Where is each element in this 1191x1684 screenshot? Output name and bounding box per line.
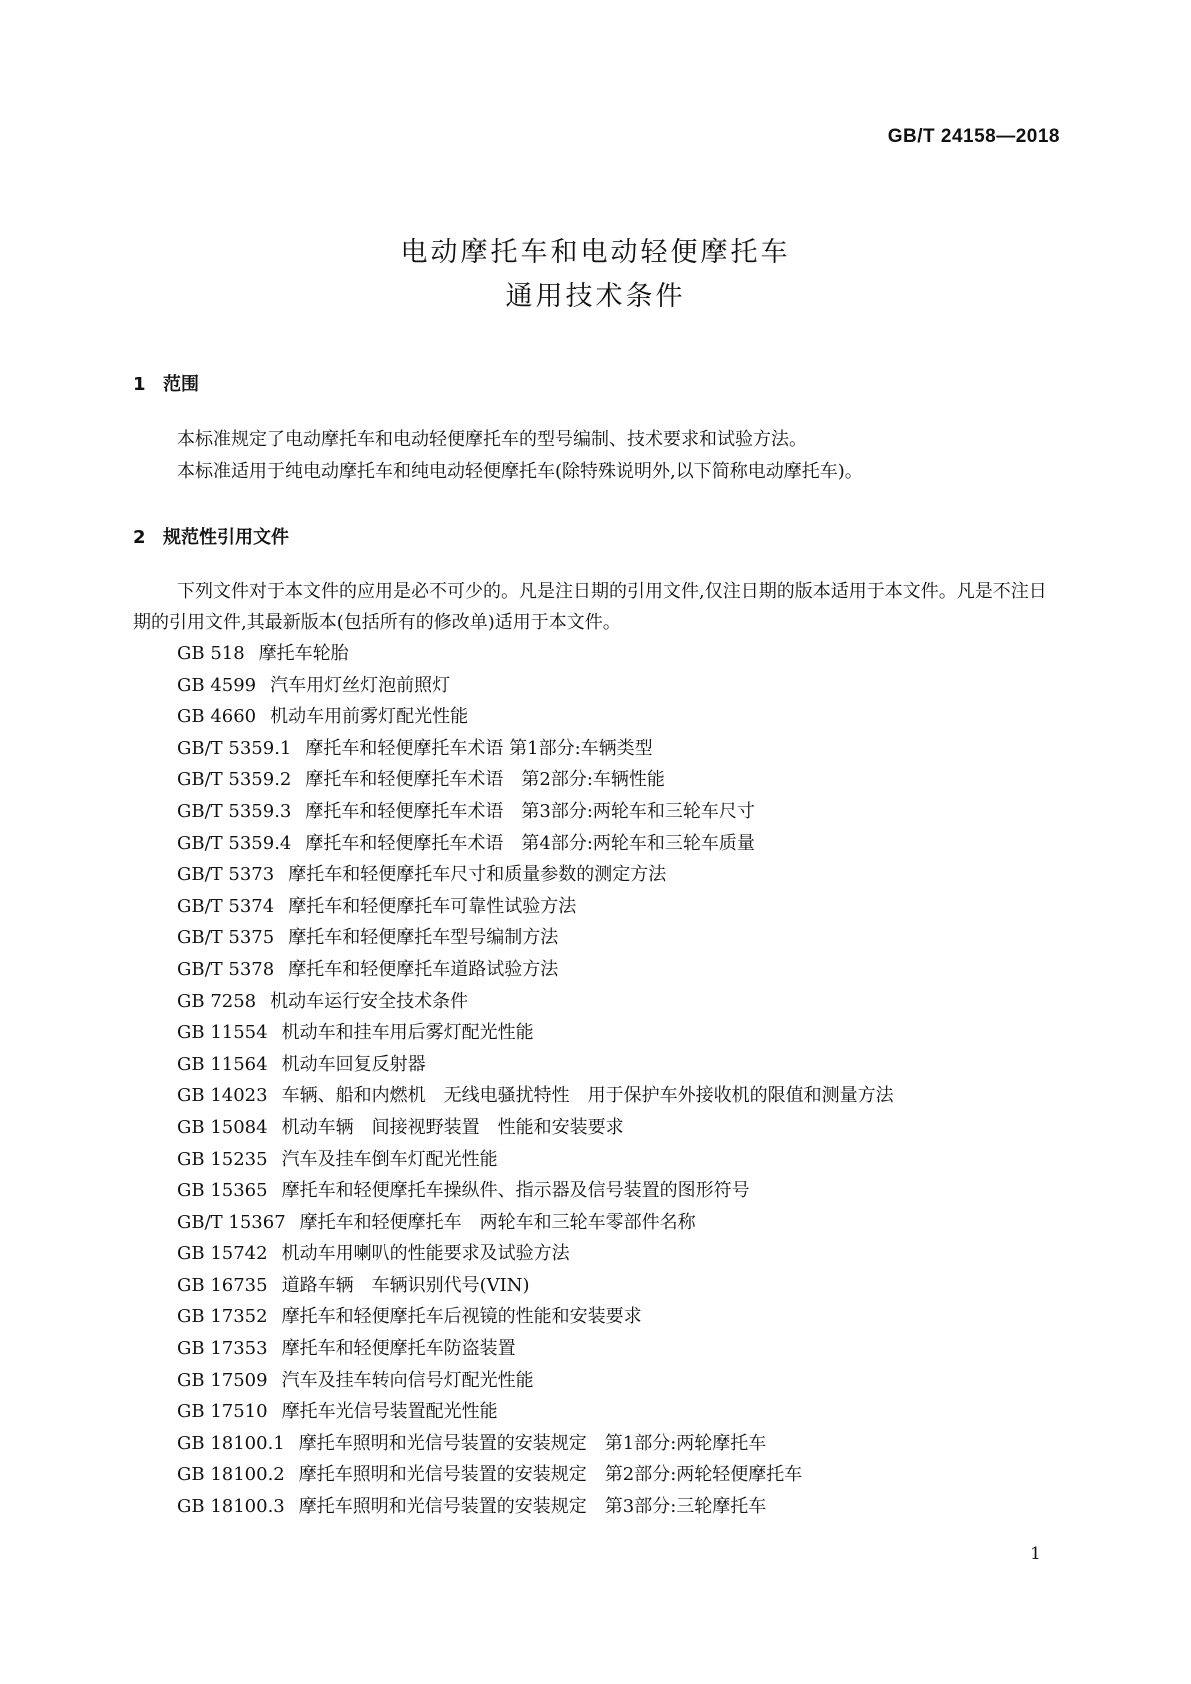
reference-item [177,796,894,828]
normative-references-list [177,638,894,1523]
reference-title: 摩托车和轻便摩托车操纵件、指示器及信号装置的图形符号 [281,1180,750,1202]
document-title-line2: 通用技术条件 [505,281,686,312]
reference-title: 机动车和挂车用后雾灯配光性能 [281,1022,534,1044]
reference-code: GB 15365 [177,1180,268,1202]
reference-code: GB 11554 [177,1022,268,1044]
reference-title: 摩托车光信号装置配光性能 [281,1401,498,1423]
reference-code: GB 11564 [177,1053,268,1075]
document-code: GB/T 24158—2018 [887,126,1060,147]
reference-title: 汽车及挂车转向信号灯配光性能 [281,1369,534,1391]
document-title-line1: 电动摩托车和电动轻便摩托车 [400,237,791,268]
references-intro-paragraph: 下列文件对于本文件的应用是必不可少的。凡是注日期的引用文件,仅注日期的版本适用于本文件。凡是不注日期的引用文件,其最新版本(包括所有的修改单)适用于本文件。 [133,581,1047,633]
reference-code: GB 4660 [177,706,257,728]
reference-title: 车辆、船和内燃机 无线电骚扰特性 用于保护车外接收机的限值和测量方法 [281,1085,894,1107]
reference-code: GB/T 5378 [177,958,275,980]
reference-title: 机动车运行安全技术条件 [270,990,469,1012]
reference-title: 摩托车和轻便摩托车可靠性试验方法 [288,895,577,917]
section-number: 1 [133,374,146,395]
reference-item [177,1428,894,1460]
reference-code: GB 15235 [177,1148,268,1170]
reference-title: 机动车用喇叭的性能要求及试验方法 [281,1243,570,1265]
reference-title: 摩托车照明和光信号装置的安装规定 第1部分:两轮摩托车 [298,1432,767,1454]
reference-title: 机动车辆 间接视野装置 性能和安装要求 [281,1116,624,1138]
reference-item [177,1333,894,1365]
reference-code: GB 14023 [177,1085,268,1107]
reference-code: GB/T 5359.3 [177,800,292,822]
reference-item [177,733,894,765]
reference-code: GB/T 5373 [177,864,275,886]
reference-item [177,1017,894,1049]
reference-code: GB 17509 [177,1369,268,1391]
section-2-heading [133,523,289,549]
reference-title: 道路车辆 车辆识别代号(VIN) [281,1274,530,1296]
reference-title: 摩托车照明和光信号装置的安装规定 第2部分:两轮轻便摩托车 [298,1464,803,1486]
reference-item [177,1365,894,1397]
reference-item [177,670,894,702]
reference-title: 汽车及挂车倒车灯配光性能 [281,1148,498,1170]
reference-code: GB 16735 [177,1274,268,1296]
reference-item [177,1459,894,1491]
reference-item [177,1049,894,1081]
reference-code: GB 18100.2 [177,1464,285,1486]
reference-code: GB 18100.3 [177,1496,285,1518]
reference-item [177,1175,894,1207]
reference-item [177,764,894,796]
reference-item [177,1080,894,1112]
reference-title: 摩托车和轻便摩托车术语 第3部分:两轮车和三轮车尺寸 [305,800,755,822]
reference-title: 机动车用前雾灯配光性能 [270,706,469,728]
reference-code: GB 518 [177,643,245,664]
reference-item [177,1301,894,1333]
section-title: 范围 [163,374,199,395]
reference-item [177,922,894,954]
reference-code: GB 17353 [177,1338,268,1360]
reference-item [177,891,894,923]
reference-item [177,1144,894,1176]
section-number: 2 [133,527,146,548]
reference-item [177,986,894,1018]
reference-title: 摩托车和轻便摩托车尺寸和质量参数的测定方法 [288,864,667,886]
reference-item [177,1270,894,1302]
reference-title: 摩托车和轻便摩托车 两轮车和三轮车零部件名称 [299,1211,696,1233]
reference-code: GB 4599 [177,674,257,696]
reference-code: GB/T 5359.1 [177,737,292,759]
reference-item [177,1207,894,1239]
reference-code: GB/T 5374 [177,895,275,917]
reference-item [177,1238,894,1270]
scope-paragraph-1: 本标准规定了电动摩托车和电动轻便摩托车的型号编制、技术要求和试验方法。 [177,429,807,450]
reference-item [177,1491,894,1523]
reference-code: GB 15084 [177,1116,268,1138]
scope-paragraph-2: 本标准适用于纯电动摩托车和纯电动轻便摩托车(除特殊说明外,以下简称电动摩托车)。 [177,461,863,482]
section-title: 规范性引用文件 [163,527,289,548]
reference-item [177,638,894,670]
reference-title: 摩托车轮胎 [258,643,349,664]
reference-item [177,1396,894,1428]
section-1-heading [133,370,199,396]
reference-code: GB 17352 [177,1306,268,1328]
reference-title: 摩托车和轻便摩托车防盗装置 [281,1338,516,1360]
reference-title: 摩托车照明和光信号装置的安装规定 第3部分:三轮摩托车 [298,1496,767,1518]
reference-item [177,859,894,891]
reference-title: 汽车用灯丝灯泡前照灯 [270,674,451,696]
reference-title: 摩托车和轻便摩托车道路试验方法 [288,958,559,980]
reference-code: GB/T 5359.4 [177,832,292,854]
reference-code: GB 18100.1 [177,1432,285,1454]
reference-title: 机动车回复反射器 [281,1053,426,1075]
page-number: 1 [1030,1544,1041,1564]
reference-item [177,701,894,733]
reference-code: GB 17510 [177,1401,268,1423]
reference-title: 摩托车和轻便摩托车型号编制方法 [288,927,559,949]
reference-title: 摩托车和轻便摩托车术语 第1部分:车辆类型 [305,737,653,759]
reference-code: GB 15742 [177,1243,268,1265]
reference-item [177,828,894,860]
reference-code: GB/T 5359.2 [177,769,292,791]
reference-code: GB 7258 [177,990,257,1012]
reference-title: 摩托车和轻便摩托车术语 第2部分:车辆性能 [305,769,665,791]
reference-item [177,954,894,986]
reference-code: GB/T 15367 [177,1211,286,1233]
reference-item [177,1112,894,1144]
reference-code: GB/T 5375 [177,927,275,949]
reference-title: 摩托车和轻便摩托车术语 第4部分:两轮车和三轮车质量 [305,832,755,854]
reference-title: 摩托车和轻便摩托车后视镜的性能和安装要求 [281,1306,642,1328]
